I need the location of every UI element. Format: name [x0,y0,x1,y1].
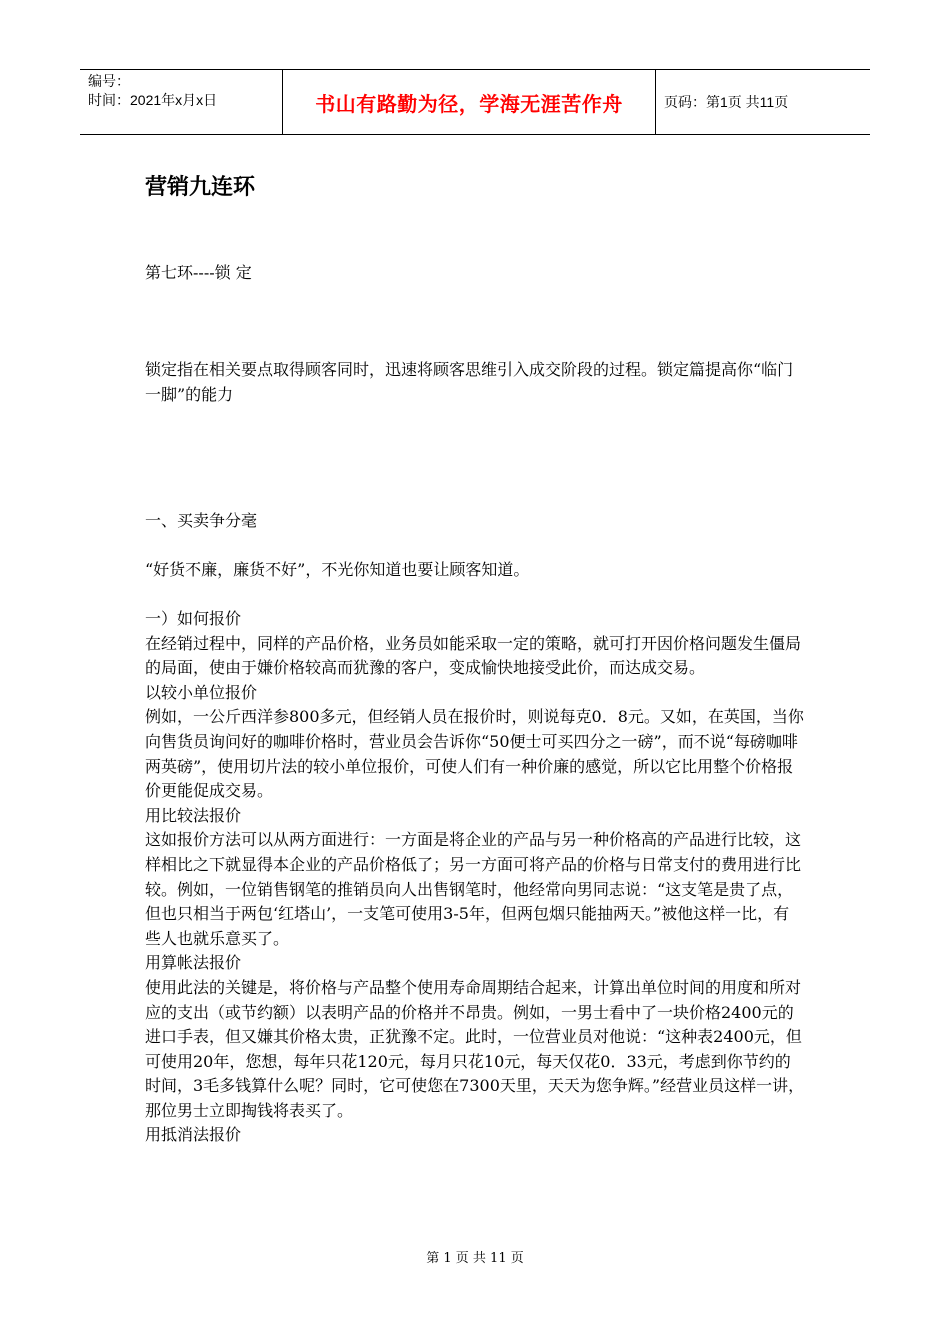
page-footer: 第 1 页 共 11 页 [426,1251,524,1266]
body-heading-small-unit: 以较小单位报价 [145,682,258,702]
body-paragraph: 这如报价方法可以从两方面进行：一方面是将企业的产品与另一种价格高的产品进行比较，这样相比之下就显得本企业的产品价格低了；另一方面可将产品的价格与日常支付的费用进行比较。例如，一位销售钢笔的推销员向人出售钢笔时，他经常向男同志说：“这支笔是贵了点，但也只相当于两包‘红塔山’，一支笔可使用3-5年，但两包烟只能抽两天。”被他这样一比，有些人也就乐意买了。 [145,830,802,948]
date-label: 时间：2021年x月x日 [88,92,218,108]
body-text [145,607,805,1148]
document-subtitle: 第七环----锁 定 [145,263,252,282]
body-heading-comparison: 用比较法报价 [145,805,242,825]
page-info: 页码：第1页 共11页 [664,94,789,110]
body-paragraph: 使用此法的关键是，将价格与产品整个使用寿命周期结合起来，计算出单位时间的用度和所对应的支出（或节约额）以表明产品的价格并不昂贵。例如，一男士看中了一块价格2400元的进口手表，但又嫌其价格太贵，正犹豫不定。此时，一位营业员对他说：“这种表2400元，但可使用20年，您想，每年只花120元，每月只花10元，每天仅花0．33元，考虑到你节约的时间，3毛多钱算什么呢？同时，它可使您在7300天里，天天为您争辉。”经营业员这样一讲，那位男士立即掏钱将表买了。 [145,977,805,1120]
header-left-cell [80,70,282,134]
body-heading-quote-price: 一）如何报价 [145,609,242,628]
body-heading-offset: 用抵消法报价 [145,1125,242,1145]
section-heading: 一、买卖争分毫 [145,511,258,530]
number-label: 编号： [88,73,130,89]
motto: 书山有路勤为径，学海无涯苦作舟 [282,70,656,134]
document-title: 营销九连环 [145,175,256,200]
quote-paragraph: “好货不廉，廉货不好”，不光你知道也要让顾客知道。 [145,560,530,579]
body-paragraph: 例如，一公斤西洋参800多元，但经销人员在报价时，则说每克0．8元。又如，在英国，当你向售货员询问好的咖啡价格时，营业员会告诉你“50便士可买四分之一磅”，而不说“每磅咖啡两英磅”，使用切片法的较小单位报价，可使人们有一种价廉的感觉，所以它比用整个价格报价更能促成交易。 [145,707,804,801]
intro-paragraph: 锁定指在相关要点取得顾客同时，迅速将顾客思维引入成交阶段的过程。锁定篇提高你“临门一脚”的能力 [145,360,794,404]
body-heading-calculation: 用算帐法报价 [145,953,242,973]
header-table [80,69,870,135]
body-paragraph: 在经销过程中，同样的产品价格，业务员如能采取一定的策略，就可打开因价格问题发生僵局的局面，使由于嫌价格较高而犹豫的客户，变成愉快地接受此价，而达成交易。 [145,633,802,678]
